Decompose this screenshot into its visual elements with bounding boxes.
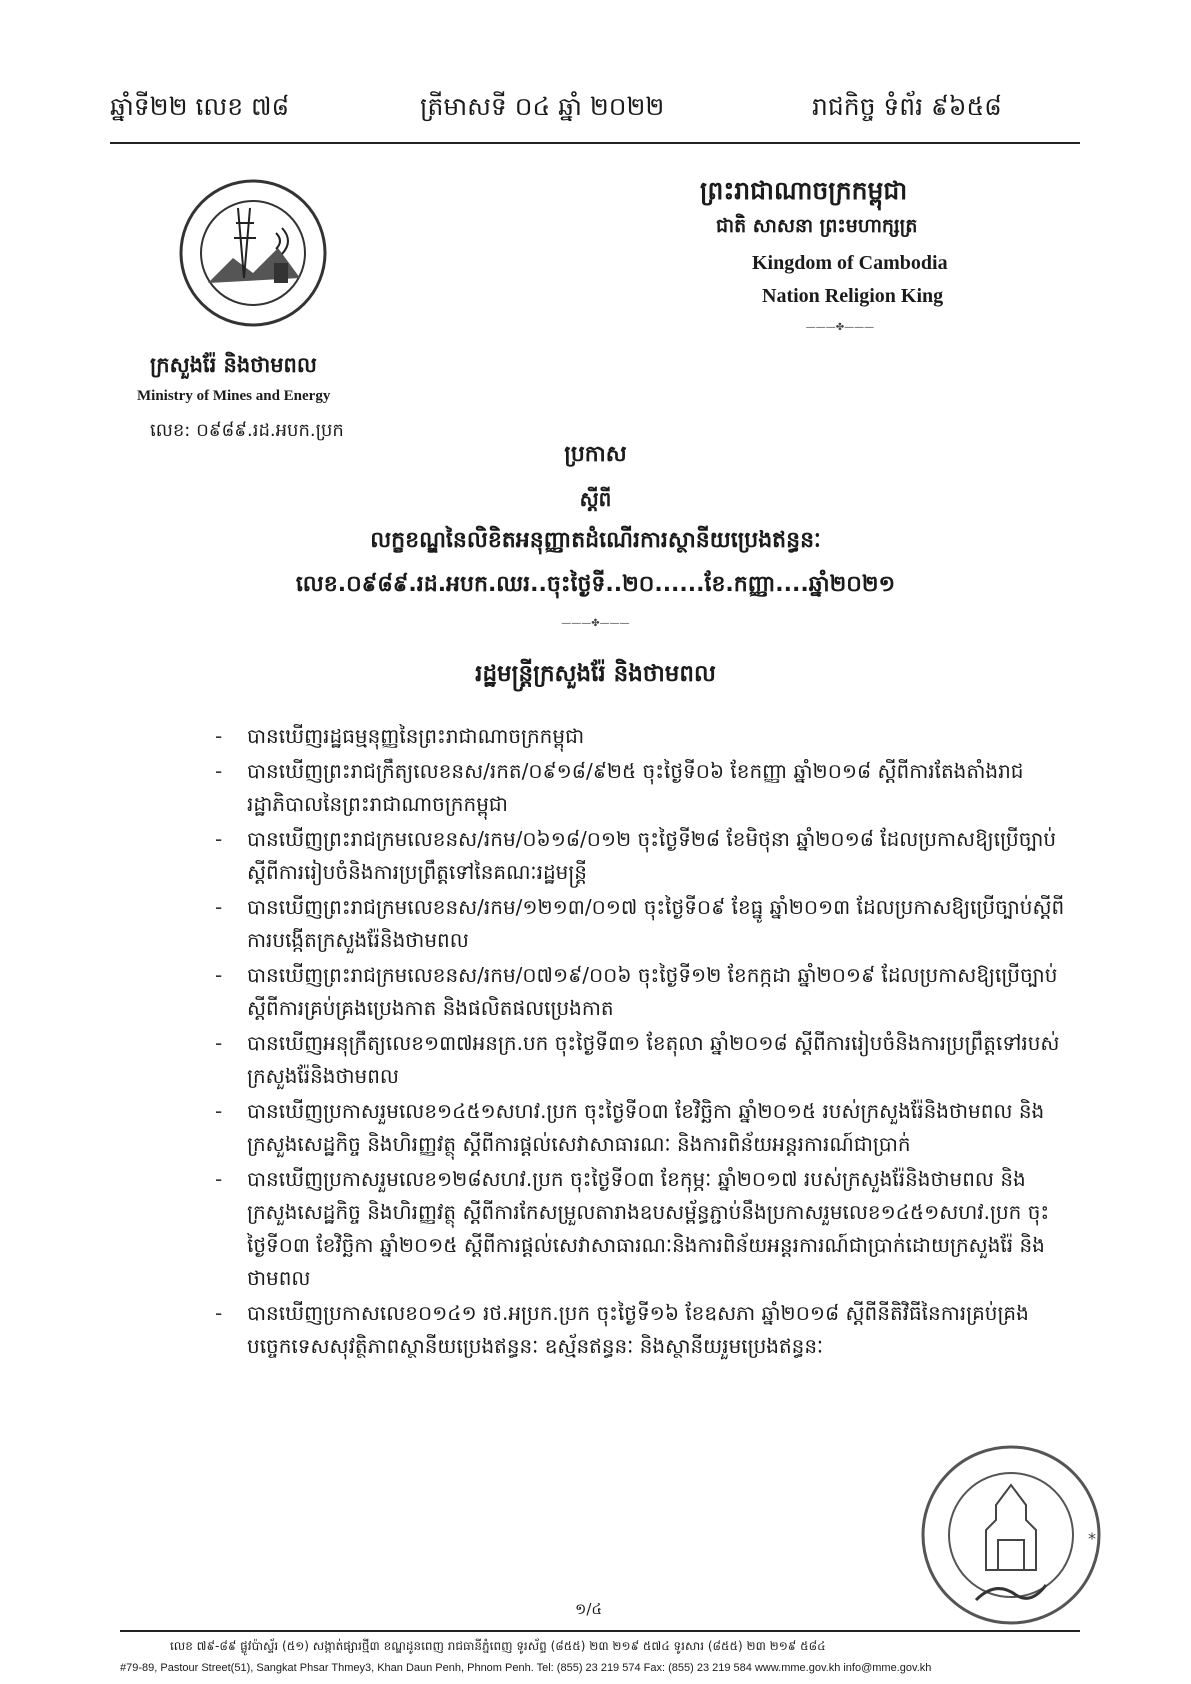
- visa-list: [215, 720, 1075, 1365]
- visa-item: - បានឃើញព្រះរាជក្រមលេខនស/រកម/០៧១៩/០០៦ ចុះថ្ងៃទី១២ ខែកក្កដា ឆ្នាំ២០១៩ ដែលប្រកាសឱ្យប្រើច្បាប់ស្តីពីការគ្រប់គ្រងប្រេងកាត និងផលិតផលប្រេងកាត: [215, 963, 1058, 1020]
- visa-item: - បានឃើញរដ្ឋធម្មនុញ្ញនៃព្រះរាជាណាចក្រកម្ពុជា: [215, 724, 585, 748]
- gazette-quarter: ត្រីមាសទី ០៤ ឆ្នាំ ២០២២: [420, 92, 665, 121]
- issuing-authority: រដ្ឋមន្ត្រីក្រសួងរ៉ែ និងថាមពល: [475, 661, 716, 687]
- national-motto-en: Nation Religion King: [762, 285, 944, 307]
- national-motto-kh: ជាតិ សាសនា ព្រះមហាក្សត្រ: [716, 215, 918, 237]
- gazette-page: រាជកិច្ច ទំព័រ ៩៦៥៨: [812, 92, 1002, 121]
- visa-item: - បានឃើញព្រះរាជក្រមលេខនស/រកម/១២១៣/០១៧ ចុះថ្ងៃទី០៩ ខែធ្នូ ឆ្នាំ២០១៣ ដែលប្រកាសឱ្យប្រើច្បាប់ស្តីពីការបង្កើតក្រសួងរ៉ែនិងថាមពល: [215, 895, 1065, 952]
- visa-item: - បានឃើញប្រកាសរួមលេខ១២៨សហវ.ប្រក ចុះថ្ងៃទី០៣ ខែកុម្ភៈ ឆ្នាំ២០១៧ របស់ក្រសួងរ៉ែនិងថាមពល និងក្រសួងសេដ្ឋកិច្ច និងហិរញ្ញវត្ថុ ស្តីពីការកែសម្រួលតារាងឧបសម្ព័ន្ធភ្ជាប់នឹងប្រកាសរួមលេខ១៤៥១សហវ.ប្រក ចុះថ្ងៃទី០៣ ខែវិច្ឆិកា ឆ្នាំ២០១៥ ស្តីពីការផ្តល់សេវាសាធារណៈនិងការពិន័យអន្តរការណ៍ជាប្រាក់ដោយក្រសួងរ៉ែ និងថាមពល: [215, 1167, 1050, 1290]
- header-rule: [110, 142, 1080, 144]
- ornament-divider-2: ———✤———: [561, 618, 630, 629]
- ministry-name-en: Ministry of Mines and Energy: [137, 388, 331, 404]
- footer-address-en: #79-89, Pastour Street(51), Sangkat Phsar Thmey3, Khan Daun Penh, Phnom Penh. Tel: (855) 23 219 574 Fax: (855) 23 219 584 www.mme.gov.kh info@mme.gov.kh: [120, 1662, 932, 1674]
- visa-item: - បានឃើញព្រះរាជក្រមលេខនស/រកម/០៦១៨/០១២ ចុះថ្ងៃទី២៨ ខែមិថុនា ឆ្នាំ២០១៨ ដែលប្រកាសឱ្យប្រើច្បាប់ស្តីពីការរៀបចំនិងការប្រព្រឹត្តទៅនៃគណៈរដ្ឋមន្ត្រី: [215, 827, 1057, 884]
- document-ref-number: លេខ: ០៩៨៩.រដ.អបក.ប្រក: [150, 420, 344, 441]
- subject-ref-line: លេខ.០៩៨៩.រដ.អបក.ឈរ..ចុះថ្ងៃទី..២០......ខែ.កញ្ញា....ឆ្នាំ២០២១: [295, 572, 896, 597]
- document-type: ប្រកាស: [564, 442, 627, 467]
- footer-rule: [120, 1630, 1080, 1632]
- kingdom-name-kh: ព្រះរាជាណាចក្រកម្ពុជា: [700, 176, 908, 205]
- visa-item: - បានឃើញប្រកាសលេខ០១៤១ រថ.អប្រក.ប្រក ចុះថ្ងៃទី១៦ ខែឧសភា ឆ្នាំ២០១៨ ស្តីពីនីតិវិធីនៃការគ្រប់គ្រងបច្ចេកទេសសុវត្ថិភាពស្ថានីយប្រេងឥន្ធនៈ ឧស្ម័នឥន្ធនៈ និងស្ថានីយរួមប្រេងឥន្ធនៈ: [215, 1301, 1029, 1358]
- footer-address-kh: លេខ ៧៩-៨៩ ផ្លូវប៉ាស្ទ័រ (៥១) សង្កាត់ផ្សារថ្មី៣ ខណ្ឌដូនពេញ រាជធានីភ្នំពេញ ទូរស័ព្ទ (៨៥៥) ២៣ ២១៩ ៥៧៤ ទូរសារ (៨៥៥) ២៣ ២១៩ ៥៨៤: [170, 1639, 826, 1653]
- visa-item: - បានឃើញអនុក្រឹត្យលេខ១៣៧អនក្រ.បក ចុះថ្ងៃទី៣១ ខែតុលា ឆ្នាំ២០១៨ ស្តីពីការរៀបចំនិងការប្រព្រឹត្តទៅរបស់ក្រសួងរ៉ែនិងថាមពល: [215, 1031, 1060, 1088]
- gazette-year-issue: ឆ្នាំទី២២ លេខ ៧៨: [110, 92, 290, 121]
- ornament-divider: ———✤———: [805, 322, 875, 333]
- svg-text:*: *: [1088, 1529, 1096, 1548]
- document-subject: លក្ខខណ្ឌនៃលិខិតអនុញ្ញាតដំណើរការស្ថានីយប្រេងឥន្ធនៈ: [370, 528, 821, 553]
- official-stamp: [916, 1440, 1106, 1630]
- visa-item: - បានឃើញព្រះរាជក្រឹត្យលេខនស/រកត/០៩១៨/៩២៥ ចុះថ្ងៃទី០៦ ខែកញ្ញា ឆ្នាំ២០១៨ ស្តីពីការតែងតាំងរាជរដ្ឋាភិបាលនៃព្រះរាជាណាចក្រកម្ពុជា: [215, 759, 1024, 816]
- visa-item: - បានឃើញប្រកាសរួមលេខ១៤៥១សហវ.ប្រក ចុះថ្ងៃទី០៣ ខែវិច្ឆិកា ឆ្នាំ២០១៥ របស់ក្រសួងរ៉ែនិងថាមពល និងក្រសួងសេដ្ឋកិច្ច និងហិរញ្ញវត្ថុ ស្តីពីការផ្តល់សេវាសាធារណៈ និងការពិន័យអន្តរការណ៍ជាប្រាក់: [215, 1099, 1045, 1156]
- kingdom-name-en: Kingdom of Cambodia: [752, 252, 948, 274]
- ministry-name-kh: ក្រសួងរ៉ែ និងថាមពល: [150, 353, 317, 377]
- concerning-label: ស្តីពី: [579, 487, 612, 511]
- page-number: ១/៤: [575, 1600, 603, 1618]
- ministry-seal-logo: [178, 178, 328, 328]
